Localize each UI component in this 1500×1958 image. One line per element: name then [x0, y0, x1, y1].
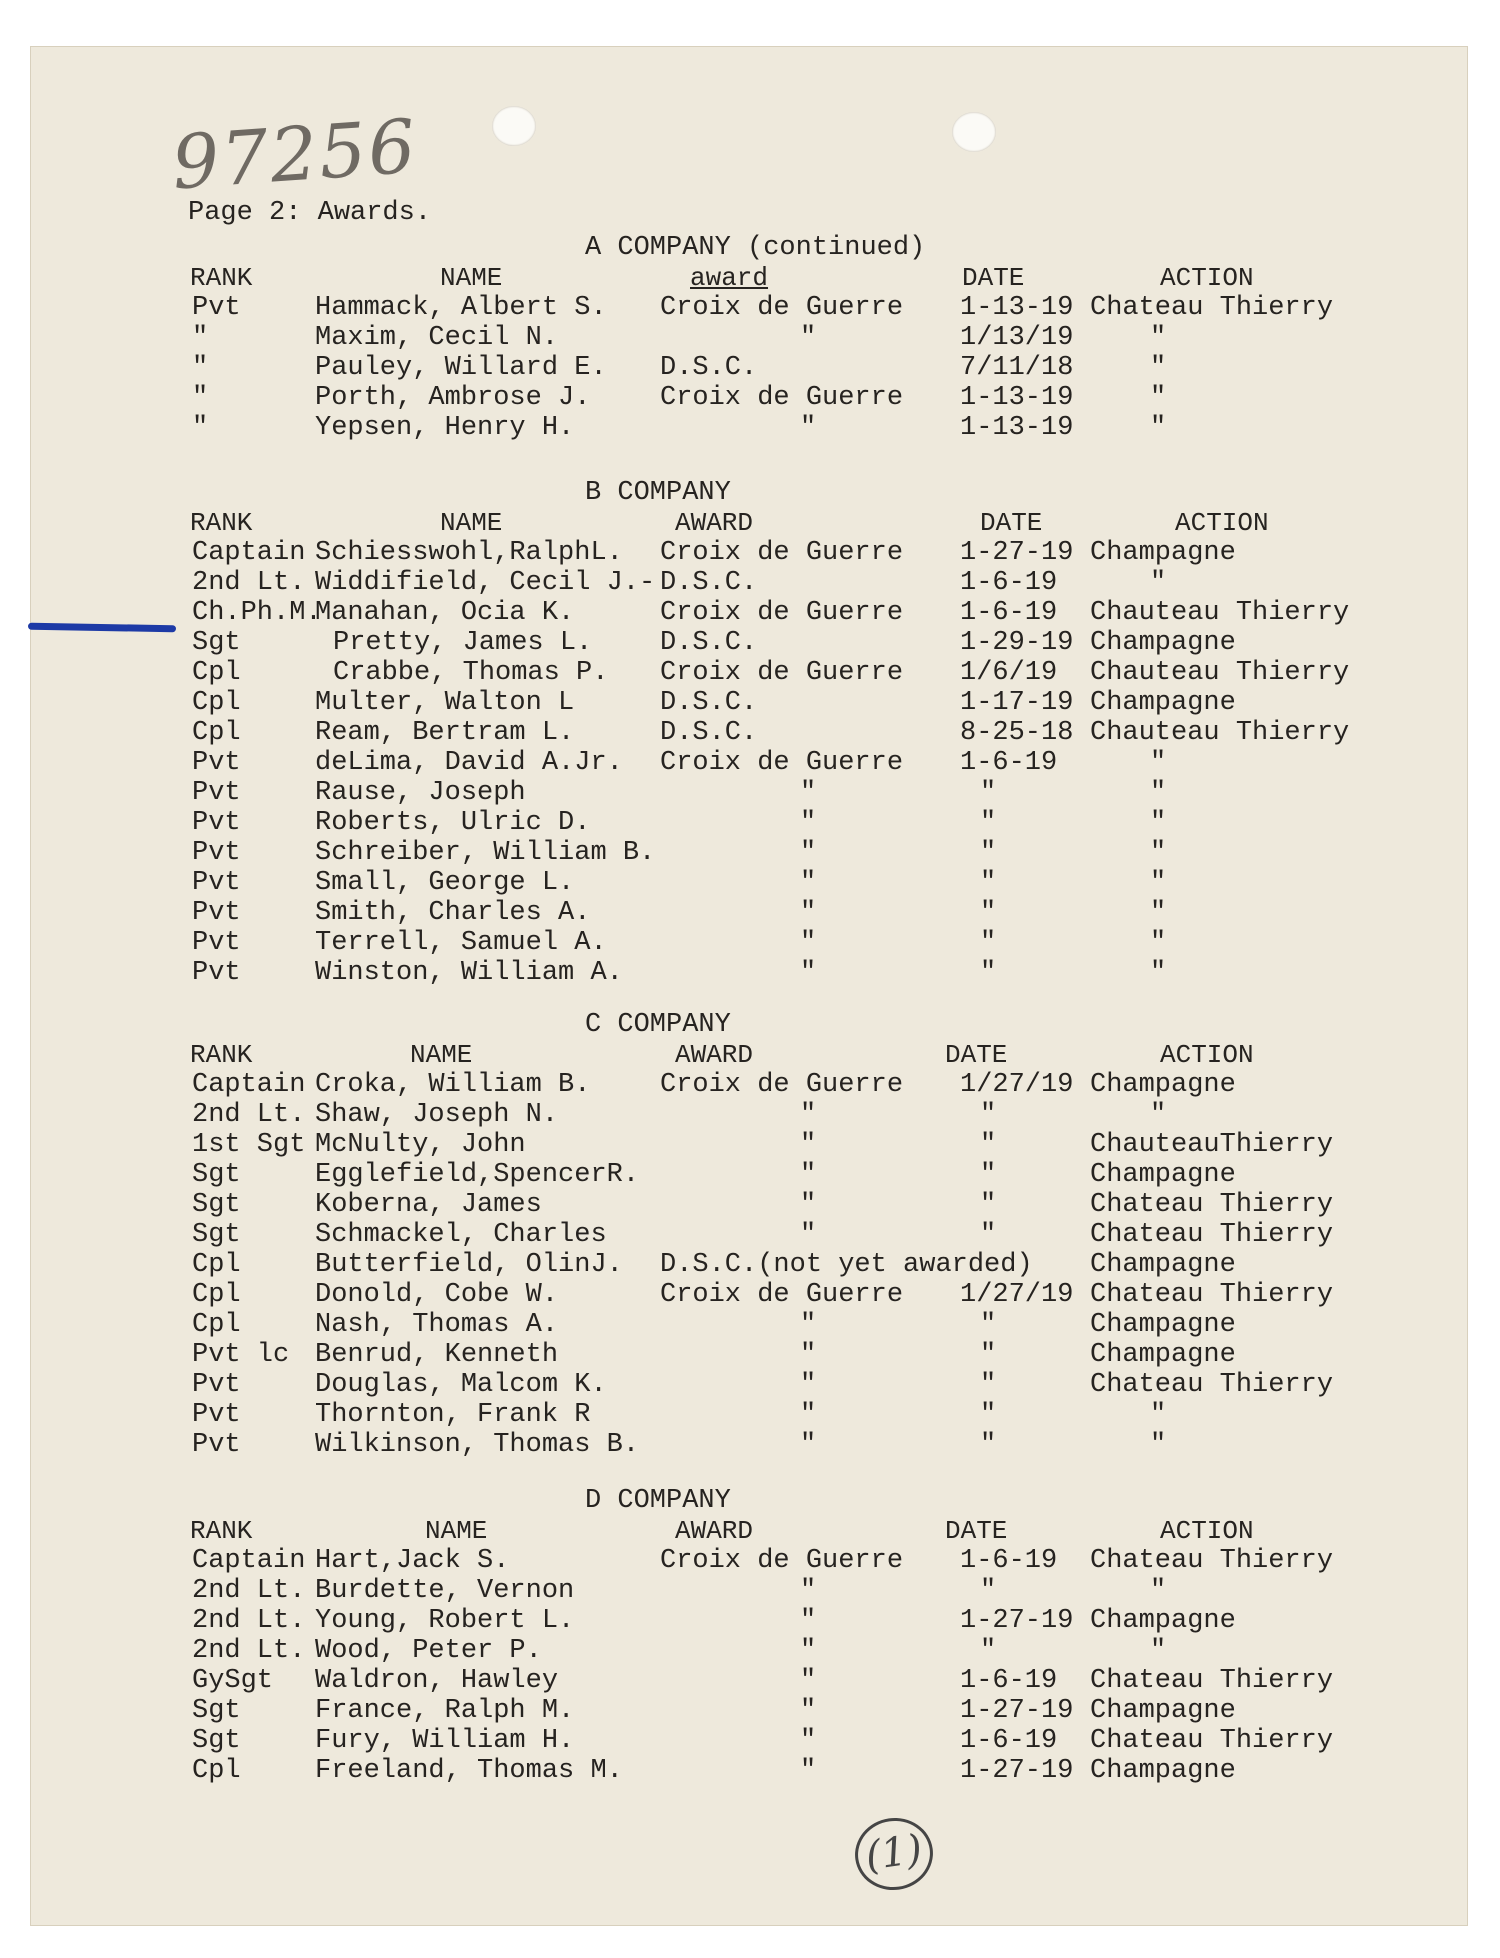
header-rank: RANK: [190, 1040, 253, 1070]
award-cell: ": [800, 808, 817, 838]
action-cell: ": [1150, 383, 1167, 413]
date-cell: 1/27/19: [960, 1070, 1074, 1100]
rank-cell: Pvt: [192, 1400, 241, 1430]
action-cell: Chateau Thierry: [1090, 1190, 1334, 1220]
rank-cell: Sgt: [192, 1190, 241, 1220]
award-cell: D.S.C.: [660, 688, 758, 718]
action-cell: Champagne: [1090, 1696, 1236, 1726]
action-cell: ": [1150, 928, 1167, 958]
rank-cell: Pvt: [192, 898, 241, 928]
date-cell: 1-27-19: [960, 1756, 1074, 1786]
date-cell: 1-27-19: [960, 538, 1074, 568]
rank-cell: Sgt: [192, 1160, 241, 1190]
header-action: ACTION: [1160, 1040, 1254, 1070]
rank-cell: Pvt: [192, 748, 241, 778]
action-cell: Chauteau Thierry: [1090, 658, 1350, 688]
action-cell: Champagne: [1090, 628, 1236, 658]
name-cell: McNulty, John: [315, 1130, 526, 1160]
action-cell: ": [1150, 808, 1167, 838]
rank-cell: Cpl: [192, 688, 241, 718]
section-title: D COMPANY: [585, 1486, 731, 1516]
action-cell: ": [1150, 568, 1167, 598]
name-cell: Douglas, Malcom K.: [315, 1370, 607, 1400]
award-cell: ": [800, 1160, 817, 1190]
header-action: ACTION: [1160, 1516, 1254, 1546]
rank-cell: 2nd Lt.: [192, 1606, 306, 1636]
section-title: B COMPANY: [585, 478, 731, 508]
section-title: C COMPANY: [585, 1010, 731, 1040]
name-cell: Thornton, Frank R: [315, 1400, 591, 1430]
date-cell: 1/13/19: [960, 323, 1074, 353]
name-cell: Butterfield, OlinJ.: [315, 1250, 623, 1280]
date-cell: ": [980, 1340, 997, 1370]
rank-cell: Pvt: [192, 778, 241, 808]
action-cell: Chauteau Thierry: [1090, 718, 1350, 748]
name-cell: Terrell, Samuel A.: [315, 928, 607, 958]
name-cell: Widdifield, Cecil J.-: [315, 568, 656, 598]
date-cell: 1-29-19: [960, 628, 1074, 658]
award-cell: ": [800, 1370, 817, 1400]
name-cell: Pauley, Willard E.: [315, 353, 607, 383]
award-cell: D.S.C.: [660, 628, 758, 658]
award-cell: Croix de Guerre: [660, 658, 904, 688]
award-cell: Croix de Guerre: [660, 538, 904, 568]
award-cell: ": [800, 1340, 817, 1370]
rank-cell: Pvt: [192, 958, 241, 988]
date-cell: ": [980, 958, 997, 988]
action-cell: Chateau Thierry: [1090, 1666, 1334, 1696]
action-cell: ": [1150, 323, 1167, 353]
name-cell: Nash, Thomas A.: [315, 1310, 559, 1340]
rank-cell: Pvt: [192, 293, 241, 323]
date-cell: 1-17-19: [960, 688, 1074, 718]
action-cell: Chateau Thierry: [1090, 1280, 1334, 1310]
award-cell: ": [800, 868, 817, 898]
rank-cell: 1st Sgt: [192, 1130, 306, 1160]
action-cell: ": [1150, 1430, 1167, 1460]
rank-cell: Pvt: [192, 1370, 241, 1400]
rank-cell: Cpl: [192, 1310, 241, 1340]
date-cell: 1/6/19: [960, 658, 1058, 688]
award-cell: ": [800, 1666, 817, 1696]
rank-cell: Cpl: [192, 718, 241, 748]
date-cell: 1-27-19: [960, 1696, 1074, 1726]
circled-page-number: (1): [850, 1813, 937, 1895]
name-cell: Schiesswohl,RalphL.: [315, 538, 623, 568]
header-action: ACTION: [1160, 263, 1254, 293]
date-cell: 1-6-19: [960, 568, 1058, 598]
name-cell: Roberts, Ulric D.: [315, 808, 591, 838]
date-cell: ": [980, 778, 997, 808]
date-cell: ": [980, 898, 997, 928]
action-cell: ": [1150, 778, 1167, 808]
name-cell: Maxim, Cecil N.: [315, 323, 559, 353]
name-cell: Wilkinson, Thomas B.: [315, 1430, 640, 1460]
action-cell: ": [1150, 1400, 1167, 1430]
award-cell: ": [800, 1310, 817, 1340]
date-cell: ": [980, 868, 997, 898]
name-cell: Multer, Walton L: [315, 688, 575, 718]
header-name: NAME: [440, 508, 503, 538]
name-cell: Smith, Charles A.: [315, 898, 591, 928]
action-cell: ": [1150, 748, 1167, 778]
name-cell: Pretty, James L.: [333, 628, 593, 658]
rank-cell: Sgt: [192, 628, 241, 658]
award-cell: ": [800, 323, 817, 353]
date-cell: ": [980, 1310, 997, 1340]
award-cell: ": [800, 1190, 817, 1220]
name-cell: Yepsen, Henry H.: [315, 413, 575, 443]
action-cell: ": [1150, 1576, 1167, 1606]
name-cell: Egglefield,SpencerR.: [315, 1160, 640, 1190]
action-cell: ChauteauThierry: [1090, 1130, 1334, 1160]
section-title: A COMPANY (continued): [585, 233, 926, 263]
rank-cell: 2nd Lt.: [192, 1576, 306, 1606]
rank-cell: Sgt: [192, 1220, 241, 1250]
name-cell: Ream, Bertram L.: [315, 718, 575, 748]
award-cell: Croix de Guerre: [660, 293, 904, 323]
rank-cell: Captain: [192, 1070, 306, 1100]
award-cell: Croix de Guerre: [660, 1546, 904, 1576]
header-award: AWARD: [675, 508, 754, 538]
date-cell: ": [980, 808, 997, 838]
award-cell: ": [800, 413, 817, 443]
award-cell: Croix de Guerre: [660, 598, 904, 628]
date-cell: ": [980, 1400, 997, 1430]
action-cell: Chateau Thierry: [1090, 1220, 1334, 1250]
rank-cell: Pvt lc: [192, 1340, 290, 1370]
rank-cell: Cpl: [192, 1756, 241, 1786]
header-award: AWARD: [675, 1516, 754, 1546]
award-cell: ": [800, 1576, 817, 1606]
rank-cell: Pvt: [192, 928, 241, 958]
date-cell: ": [980, 1576, 997, 1606]
date-cell: ": [980, 1100, 997, 1130]
award-cell: ": [800, 778, 817, 808]
date-cell: 1-6-19: [960, 598, 1058, 628]
name-cell: Benrud, Kenneth: [315, 1340, 559, 1370]
name-cell: Koberna, James: [315, 1190, 542, 1220]
rank-cell: Pvt: [192, 868, 241, 898]
rank-cell: 2nd Lt.: [192, 568, 306, 598]
action-cell: Chateau Thierry: [1090, 1546, 1334, 1576]
name-cell: Small, George L.: [315, 868, 575, 898]
page-title: Page 2: Awards.: [188, 198, 432, 228]
action-cell: ": [1150, 898, 1167, 928]
header-rank: RANK: [190, 1516, 253, 1546]
name-cell: Porth, Ambrose J.: [315, 383, 591, 413]
name-cell: Schmackel, Charles: [315, 1220, 607, 1250]
award-cell: ": [800, 838, 817, 868]
action-cell: Chauteau Thierry: [1090, 598, 1350, 628]
award-cell: ": [800, 1726, 817, 1756]
award-cell: ": [800, 1130, 817, 1160]
header-award: AWARD: [675, 1040, 754, 1070]
award-cell: Croix de Guerre: [660, 1280, 904, 1310]
award-cell: ": [800, 1100, 817, 1130]
date-cell: ": [980, 1430, 997, 1460]
header-date: DATE: [945, 1040, 1008, 1070]
rank-cell: 2nd Lt.: [192, 1636, 306, 1666]
action-cell: Champagne: [1090, 1310, 1236, 1340]
rank-cell: Cpl: [192, 1280, 241, 1310]
award-cell: Croix de Guerre: [660, 383, 904, 413]
award-cell: ": [800, 1636, 817, 1666]
action-cell: ": [1150, 868, 1167, 898]
award-cell: ": [800, 1696, 817, 1726]
action-cell: Champagne: [1090, 1070, 1236, 1100]
award-cell: ": [800, 928, 817, 958]
award-cell: ": [800, 1606, 817, 1636]
name-cell: Fury, William H.: [315, 1726, 575, 1756]
date-cell: 1-13-19: [960, 413, 1074, 443]
name-cell: Winston, William A.: [315, 958, 623, 988]
header-rank: RANK: [190, 508, 253, 538]
name-cell: Rause, Joseph: [315, 778, 526, 808]
date-cell: 1-6-19: [960, 1726, 1058, 1756]
date-cell: ": [980, 1190, 997, 1220]
action-cell: ": [1150, 958, 1167, 988]
rank-cell: Cpl: [192, 1250, 241, 1280]
rank-cell: ": [192, 413, 209, 443]
rank-cell: ": [192, 323, 209, 353]
punch-hole: [952, 112, 996, 152]
action-cell: ": [1150, 1636, 1167, 1666]
action-cell: ": [1150, 413, 1167, 443]
action-cell: Champagne: [1090, 1606, 1236, 1636]
action-cell: Champagne: [1090, 1340, 1236, 1370]
action-cell: Champagne: [1090, 688, 1236, 718]
award-cell: Croix de Guerre: [660, 1070, 904, 1100]
punch-hole: [492, 106, 536, 146]
header-name: NAME: [425, 1516, 488, 1546]
header-date: DATE: [980, 508, 1043, 538]
date-cell: 1-6-19: [960, 1666, 1058, 1696]
date-cell: ": [980, 1220, 997, 1250]
name-cell: Freeland, Thomas M.: [315, 1756, 623, 1786]
header-award: award: [690, 263, 769, 293]
rank-cell: Pvt: [192, 808, 241, 838]
rank-cell: Sgt: [192, 1726, 241, 1756]
name-cell: France, Ralph M.: [315, 1696, 575, 1726]
award-cell: ": [800, 958, 817, 988]
date-cell: 1/27/19: [960, 1280, 1074, 1310]
name-cell: Hammack, Albert S.: [315, 293, 607, 323]
award-cell: D.S.C.(not yet awarded): [660, 1250, 1033, 1280]
date-cell: ": [980, 1370, 997, 1400]
name-cell: Waldron, Hawley: [315, 1666, 559, 1696]
award-cell: D.S.C.: [660, 718, 758, 748]
name-cell: Hart,Jack S.: [315, 1546, 510, 1576]
name-cell: Shaw, Joseph N.: [315, 1100, 559, 1130]
date-cell: 7/11/18: [960, 353, 1074, 383]
date-cell: 8-25-18: [960, 718, 1074, 748]
rank-cell: Pvt: [192, 1430, 241, 1460]
header-date: DATE: [945, 1516, 1008, 1546]
name-cell: Wood, Peter P.: [315, 1636, 542, 1666]
action-cell: ": [1150, 1100, 1167, 1130]
award-cell: ": [800, 1400, 817, 1430]
rank-cell: Pvt: [192, 838, 241, 868]
name-cell: Schreiber, William B.: [315, 838, 656, 868]
rank-cell: Captain: [192, 1546, 306, 1576]
rank-cell: 2nd Lt.: [192, 1100, 306, 1130]
action-cell: ": [1150, 838, 1167, 868]
award-cell: ": [800, 1756, 817, 1786]
header-name: NAME: [440, 263, 503, 293]
action-cell: Champagne: [1090, 1250, 1236, 1280]
name-cell: Crabbe, Thomas P.: [333, 658, 609, 688]
name-cell: deLima, David A.Jr.: [315, 748, 623, 778]
action-cell: Champagne: [1090, 1756, 1236, 1786]
name-cell: Manahan, Ocia K.: [315, 598, 575, 628]
date-cell: ": [980, 928, 997, 958]
rank-cell: Cpl: [192, 658, 241, 688]
rank-cell: GySgt: [192, 1666, 274, 1696]
name-cell: Croka, William B.: [315, 1070, 591, 1100]
rank-cell: Ch.Ph.M.: [192, 598, 322, 628]
header-date: DATE: [962, 263, 1025, 293]
date-cell: ": [980, 1130, 997, 1160]
award-cell: Croix de Guerre: [660, 748, 904, 778]
name-cell: Burdette, Vernon: [315, 1576, 575, 1606]
award-cell: ": [800, 1220, 817, 1250]
date-cell: 1-6-19: [960, 748, 1058, 778]
date-cell: ": [980, 1636, 997, 1666]
date-cell: 1-13-19: [960, 293, 1074, 323]
award-cell: ": [800, 898, 817, 928]
action-cell: Chateau Thierry: [1090, 1726, 1334, 1756]
rank-cell: Sgt: [192, 1696, 241, 1726]
rank-cell: ": [192, 353, 209, 383]
action-cell: Champagne: [1090, 1160, 1236, 1190]
action-cell: Chateau Thierry: [1090, 1370, 1334, 1400]
action-cell: Chateau Thierry: [1090, 293, 1334, 323]
date-cell: ": [980, 1160, 997, 1190]
action-cell: Champagne: [1090, 538, 1236, 568]
date-cell: 1-27-19: [960, 1606, 1074, 1636]
rank-cell: Captain: [192, 538, 306, 568]
award-cell: D.S.C.: [660, 353, 758, 383]
name-cell: Donold, Cobe W.: [315, 1280, 559, 1310]
date-cell: 1-13-19: [960, 383, 1074, 413]
date-cell: 1-6-19: [960, 1546, 1058, 1576]
award-cell: ": [800, 1430, 817, 1460]
name-cell: Young, Robert L.: [315, 1606, 575, 1636]
header-name: NAME: [410, 1040, 473, 1070]
date-cell: ": [980, 838, 997, 868]
header-action: ACTION: [1175, 508, 1269, 538]
action-cell: ": [1150, 353, 1167, 383]
rank-cell: ": [192, 383, 209, 413]
award-cell: D.S.C.: [660, 568, 758, 598]
header-rank: RANK: [190, 263, 253, 293]
handwritten-number: 97256: [169, 103, 421, 207]
